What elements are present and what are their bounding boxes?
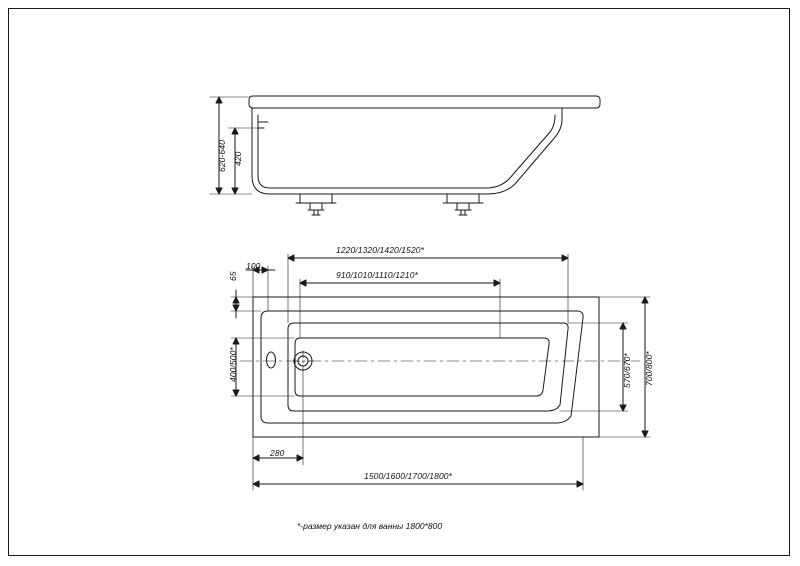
dim-label-overall-length: 1500/1600/1700/1800* bbox=[364, 471, 453, 481]
dim-label-drain-offset: 280 bbox=[270, 448, 285, 458]
dim-label-edge-offset: 100 bbox=[246, 261, 261, 271]
dim-label-height-total: 620-640 bbox=[217, 140, 227, 172]
dim-label-rim-offset: 65 bbox=[228, 271, 238, 281]
dim-label-inner-bottom-length: 910/1010/1110/1210* bbox=[336, 270, 418, 280]
footnote-text: *-размер указан для ванны 1800*800 bbox=[297, 521, 443, 531]
dim-label-overall-width: 700/800* bbox=[644, 351, 654, 386]
dim-label-inner-width-top: 570/670* bbox=[622, 353, 632, 388]
dim-label-inner-width-bottom: 400/500* bbox=[228, 347, 238, 382]
dim-label-rim-height: 420 bbox=[233, 151, 243, 166]
dim-label-inner-top-length: 1220/1320/1420/1520* bbox=[336, 245, 425, 255]
